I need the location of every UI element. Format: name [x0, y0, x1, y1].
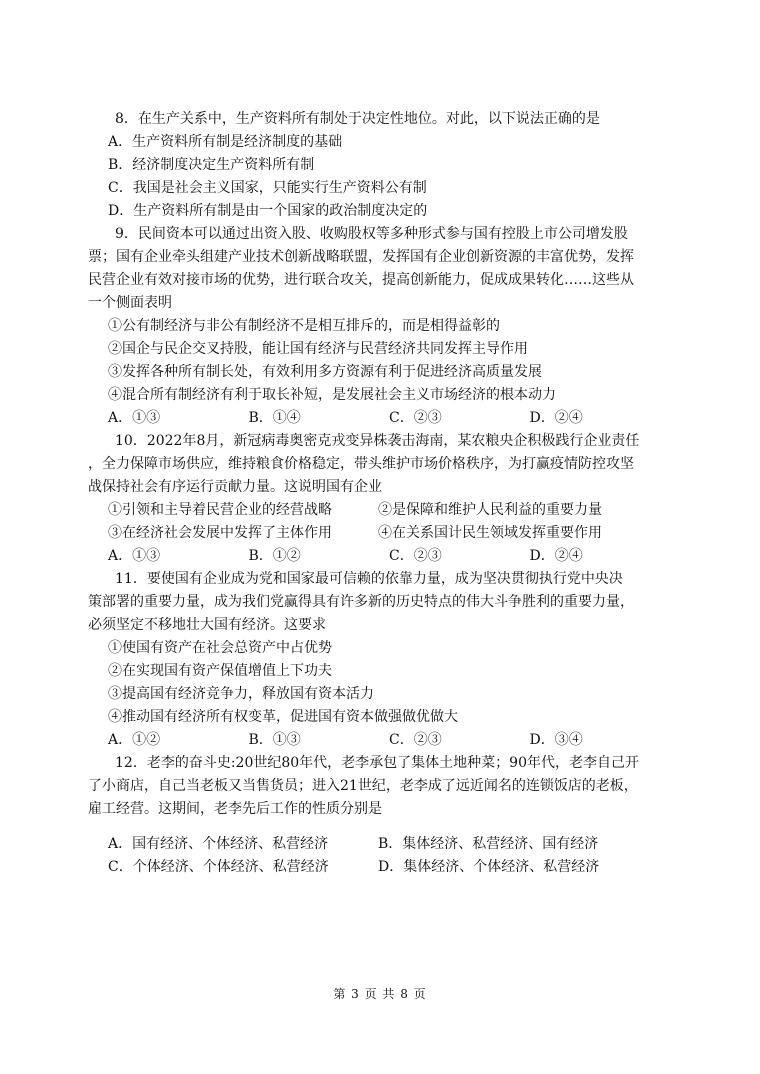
choice: C．②③: [389, 410, 442, 426]
question-12: [88, 752, 670, 879]
statement: ②国企与民企交叉持股，能让国有经济与民营经济共同发挥主导作用: [108, 341, 528, 357]
choice: B．集体经济、私营经济、国有经济: [378, 836, 599, 852]
question-10: [88, 430, 670, 568]
question-9: [88, 223, 670, 430]
statement: ④混合所有制经济有利于取长补短，是发展社会主义市场经济的根本动力: [108, 387, 556, 403]
question-stem-line: 12．老李的奋斗史:20世纪80年代，老李承包了集体土地种菜；90年代，老李自己开: [115, 755, 639, 771]
question-stem-line: 雇工经营。这期间，老李先后工作的性质分别是: [88, 801, 382, 817]
statement: ④推动国有经济所有权变革，促进国有资本做强做优做大: [108, 709, 458, 725]
option: B．经济制度决定生产资料所有制: [108, 157, 315, 173]
statement: ③在经济社会发展中发挥了主体作用: [108, 525, 332, 541]
statement: ③发挥各种所有制长处，有效利用多方资源有利于促进经济高质量发展: [108, 364, 542, 380]
choice: A．①②: [108, 732, 161, 748]
answer-choices: [88, 545, 670, 568]
page-content: [88, 108, 670, 879]
choice: A．①③: [108, 548, 161, 564]
question-stem-line: 9．民间资本可以通过出资入股、收购股权等多种形式参与国有控股上市公司增发股: [115, 226, 628, 242]
question-stem-line: 策部署的重要力量，成为我们党赢得具有许多新的历史特点的伟大斗争胜利的重要力量，: [88, 594, 634, 610]
choice: A．①③: [108, 410, 161, 426]
question-stem-line: ，全力保障市场供应，维持粮食价格稳定，带头维护市场价格秩序，为打赢疫情防控攻坚: [88, 456, 634, 472]
statement: ②在实现国有资产保值增值上下功夫: [108, 663, 332, 679]
choice: B．①④: [248, 410, 301, 426]
choice: D．②④: [529, 548, 583, 564]
statement: ①使国有资产在社会总资产中占优势: [108, 640, 332, 656]
statement: ①公有制经济与非公有制经济不是相互排斥的，而是相得益彰的: [108, 318, 500, 334]
statement: ④在关系国计民生领域发挥重要作用: [378, 525, 602, 541]
question-stem-line: 一个侧面表明: [88, 295, 172, 311]
choice: A．国有经济、个体经济、私营经济: [108, 836, 329, 852]
choice: C．②③: [389, 548, 442, 564]
statement: ①引领和主导着民营企业的经营战略: [108, 502, 332, 518]
question-stem-line: 了小商店，自己当老板又当售货员；进入21世纪，老李成了远近闻名的连锁饭店的老板，: [88, 778, 638, 794]
answer-choices: [88, 729, 670, 752]
choice-row: [88, 833, 670, 856]
statement: ②是保障和维护人民利益的重要力量: [378, 502, 602, 518]
choice: D．②④: [529, 410, 583, 426]
option: C．我国是社会主义国家，只能实行生产资料公有制: [108, 180, 427, 196]
answer-choices: [88, 833, 670, 879]
choice: D．集体经济、个体经济、私营经济: [378, 859, 600, 875]
choice: D．③④: [529, 732, 583, 748]
choice: B．①③: [248, 732, 301, 748]
page-footer: 第 3 页 共 8 页: [333, 987, 427, 1001]
question-stem-line: 必须坚定不移地壮大国有经济。这要求: [88, 617, 326, 633]
choice: C．个体经济、个体经济、私营经济: [108, 859, 329, 875]
answer-choices: [88, 407, 670, 430]
statement-row: [88, 522, 670, 545]
option: A．生产资料所有制是经济制度的基础: [108, 134, 343, 150]
question-8: [88, 108, 670, 223]
choice: C．②③: [389, 732, 442, 748]
question-stem-line: 11．要使国有企业成为党和国家最可信赖的依靠力量，成为坚决贯彻执行党中央决: [115, 571, 623, 587]
question-stem-line: 战保持社会有序运行贡献力量。这说明国有企业: [88, 479, 382, 495]
question-stem-line: 8．在生产关系中，生产资料所有制处于决定性地位。对此，以下说法正确的是: [115, 111, 600, 127]
question-stem-line: 票；国有企业牵头组建产业技术创新战略联盟，发挥国有企业创新资源的丰富优势，发挥: [88, 249, 634, 265]
question-stem-line: 民营企业有效对接市场的优势，进行联合攻关，提高创新能力，促成成果转化……这些从: [88, 272, 634, 288]
question-11: [88, 568, 670, 752]
statement-row: [88, 499, 670, 522]
choice: B．①②: [248, 548, 301, 564]
question-stem-line: 10．2022年8月，新冠病毒奥密克戎变异株袭击海南，某农粮央企积极践行企业责任: [115, 433, 640, 449]
statement: ③提高国有经济竞争力，释放国有资本活力: [108, 686, 374, 702]
choice-row: [88, 856, 670, 879]
option: D．生产资料所有制是由一个国家的政治制度决定的: [108, 203, 428, 219]
